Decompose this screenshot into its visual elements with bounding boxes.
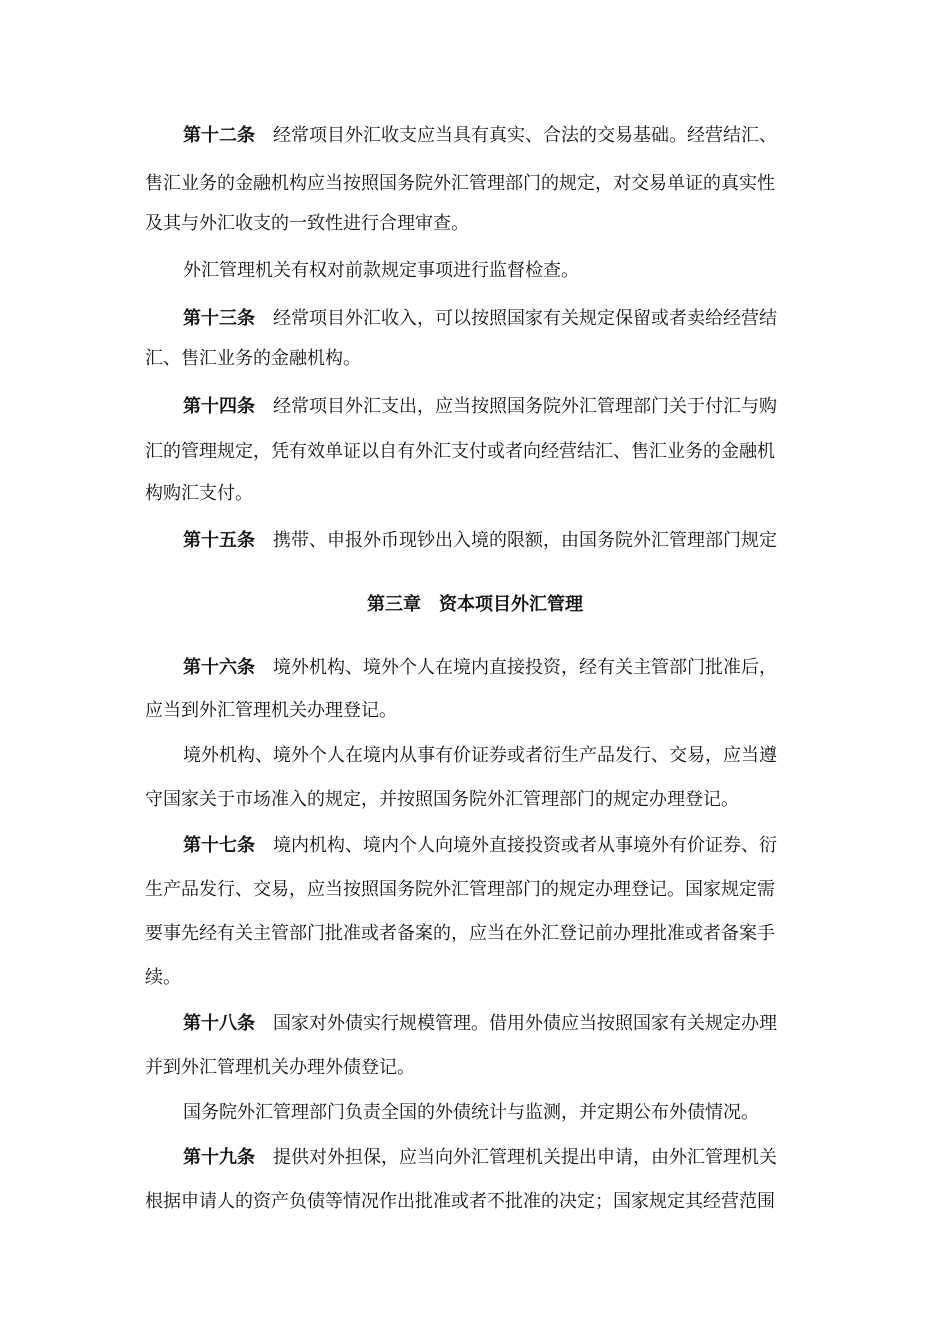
article-16-paragraph-2-line-2: 守国家关于市场准入的规定，并按照国务院外汇管理部门的规定办理登记。 <box>145 789 739 810</box>
article-12-label: 第十二条 <box>183 125 255 146</box>
article-15-line-1: 第十五条 携带、申报外币现钞出入境的限额，由国务院外汇管理部门规定 <box>183 530 777 551</box>
article-17-label: 第十七条 <box>183 835 255 856</box>
chapter-number: 第三章 <box>367 594 421 615</box>
article-13-line-1: 第十三条 经常项目外汇收入，可以按照国家有关规定保留或者卖给经营结 <box>183 308 777 329</box>
article-16-line-2: 应当到外汇管理机关办理登记。 <box>145 700 397 721</box>
article-13-line-2: 汇、售汇业务的金融机构。 <box>145 348 361 369</box>
article-14-line-2: 汇的管理规定，凭有效单证以自有外汇支付或者向经营结汇、售汇业务的金融机 <box>145 441 775 462</box>
article-16-line-1: 第十六条 境外机构、境外个人在境内直接投资，经有关主管部门批准后， <box>183 657 777 678</box>
article-14-label: 第十四条 <box>183 396 255 417</box>
article-17-line-1: 第十七条 境内机构、境内个人向境外直接投资或者从事境外有价证券、衍 <box>183 835 777 856</box>
article-18-line-2: 并到外汇管理机关办理外债登记。 <box>145 1057 415 1078</box>
article-14-line-3: 构购汇支付。 <box>145 483 253 504</box>
article-17-line-3: 要事先经有关主管部门批准或者备案的，应当在外汇登记前办理批准或者备案手 <box>145 923 775 944</box>
article-19-label: 第十九条 <box>183 1147 255 1168</box>
article-16-label: 第十六条 <box>183 657 255 678</box>
chapter-heading <box>0 593 950 617</box>
article-12-line-2: 售汇业务的金融机构应当按照国务院外汇管理部门的规定，对交易单证的真实性 <box>145 173 775 194</box>
article-18-paragraph-2: 国务院外汇管理部门负责全国的外债统计与监测，并定期公布外债情况。 <box>183 1102 759 1123</box>
article-19-line-1: 第十九条 提供对外担保，应当向外汇管理机关提出申请，由外汇管理机关 <box>183 1147 777 1168</box>
article-12-line-1: 第十二条 经常项目外汇收支应当具有真实、合法的交易基础。经营结汇、 <box>183 125 777 146</box>
article-16-paragraph-2-line-1: 境外机构、境外个人在境内从事有价证券或者衍生产品发行、交易，应当遵 <box>183 745 777 766</box>
article-18-line-1: 第十八条 国家对外债实行规模管理。借用外债应当按照国家有关规定办理 <box>183 1013 777 1034</box>
article-19-line-2: 根据申请人的资产负债等情况作出批准或者不批准的决定；国家规定其经营范围 <box>145 1191 775 1212</box>
article-14-line-1: 第十四条 经常项目外汇支出，应当按照国务院外汇管理部门关于付汇与购 <box>183 396 777 417</box>
chapter-title: 资本项目外汇管理 <box>439 594 583 615</box>
article-15-label: 第十五条 <box>183 530 255 551</box>
article-12-paragraph-2: 外汇管理机关有权对前款规定事项进行监督检查。 <box>183 260 579 281</box>
article-17-line-4: 续。 <box>145 967 181 988</box>
article-12-line-3: 及其与外汇收支的一致性进行合理审查。 <box>145 213 469 234</box>
article-13-label: 第十三条 <box>183 308 255 329</box>
article-17-line-2: 生产品发行、交易，应当按照国务院外汇管理部门的规定办理登记。国家规定需 <box>145 879 775 900</box>
article-18-label: 第十八条 <box>183 1013 255 1034</box>
